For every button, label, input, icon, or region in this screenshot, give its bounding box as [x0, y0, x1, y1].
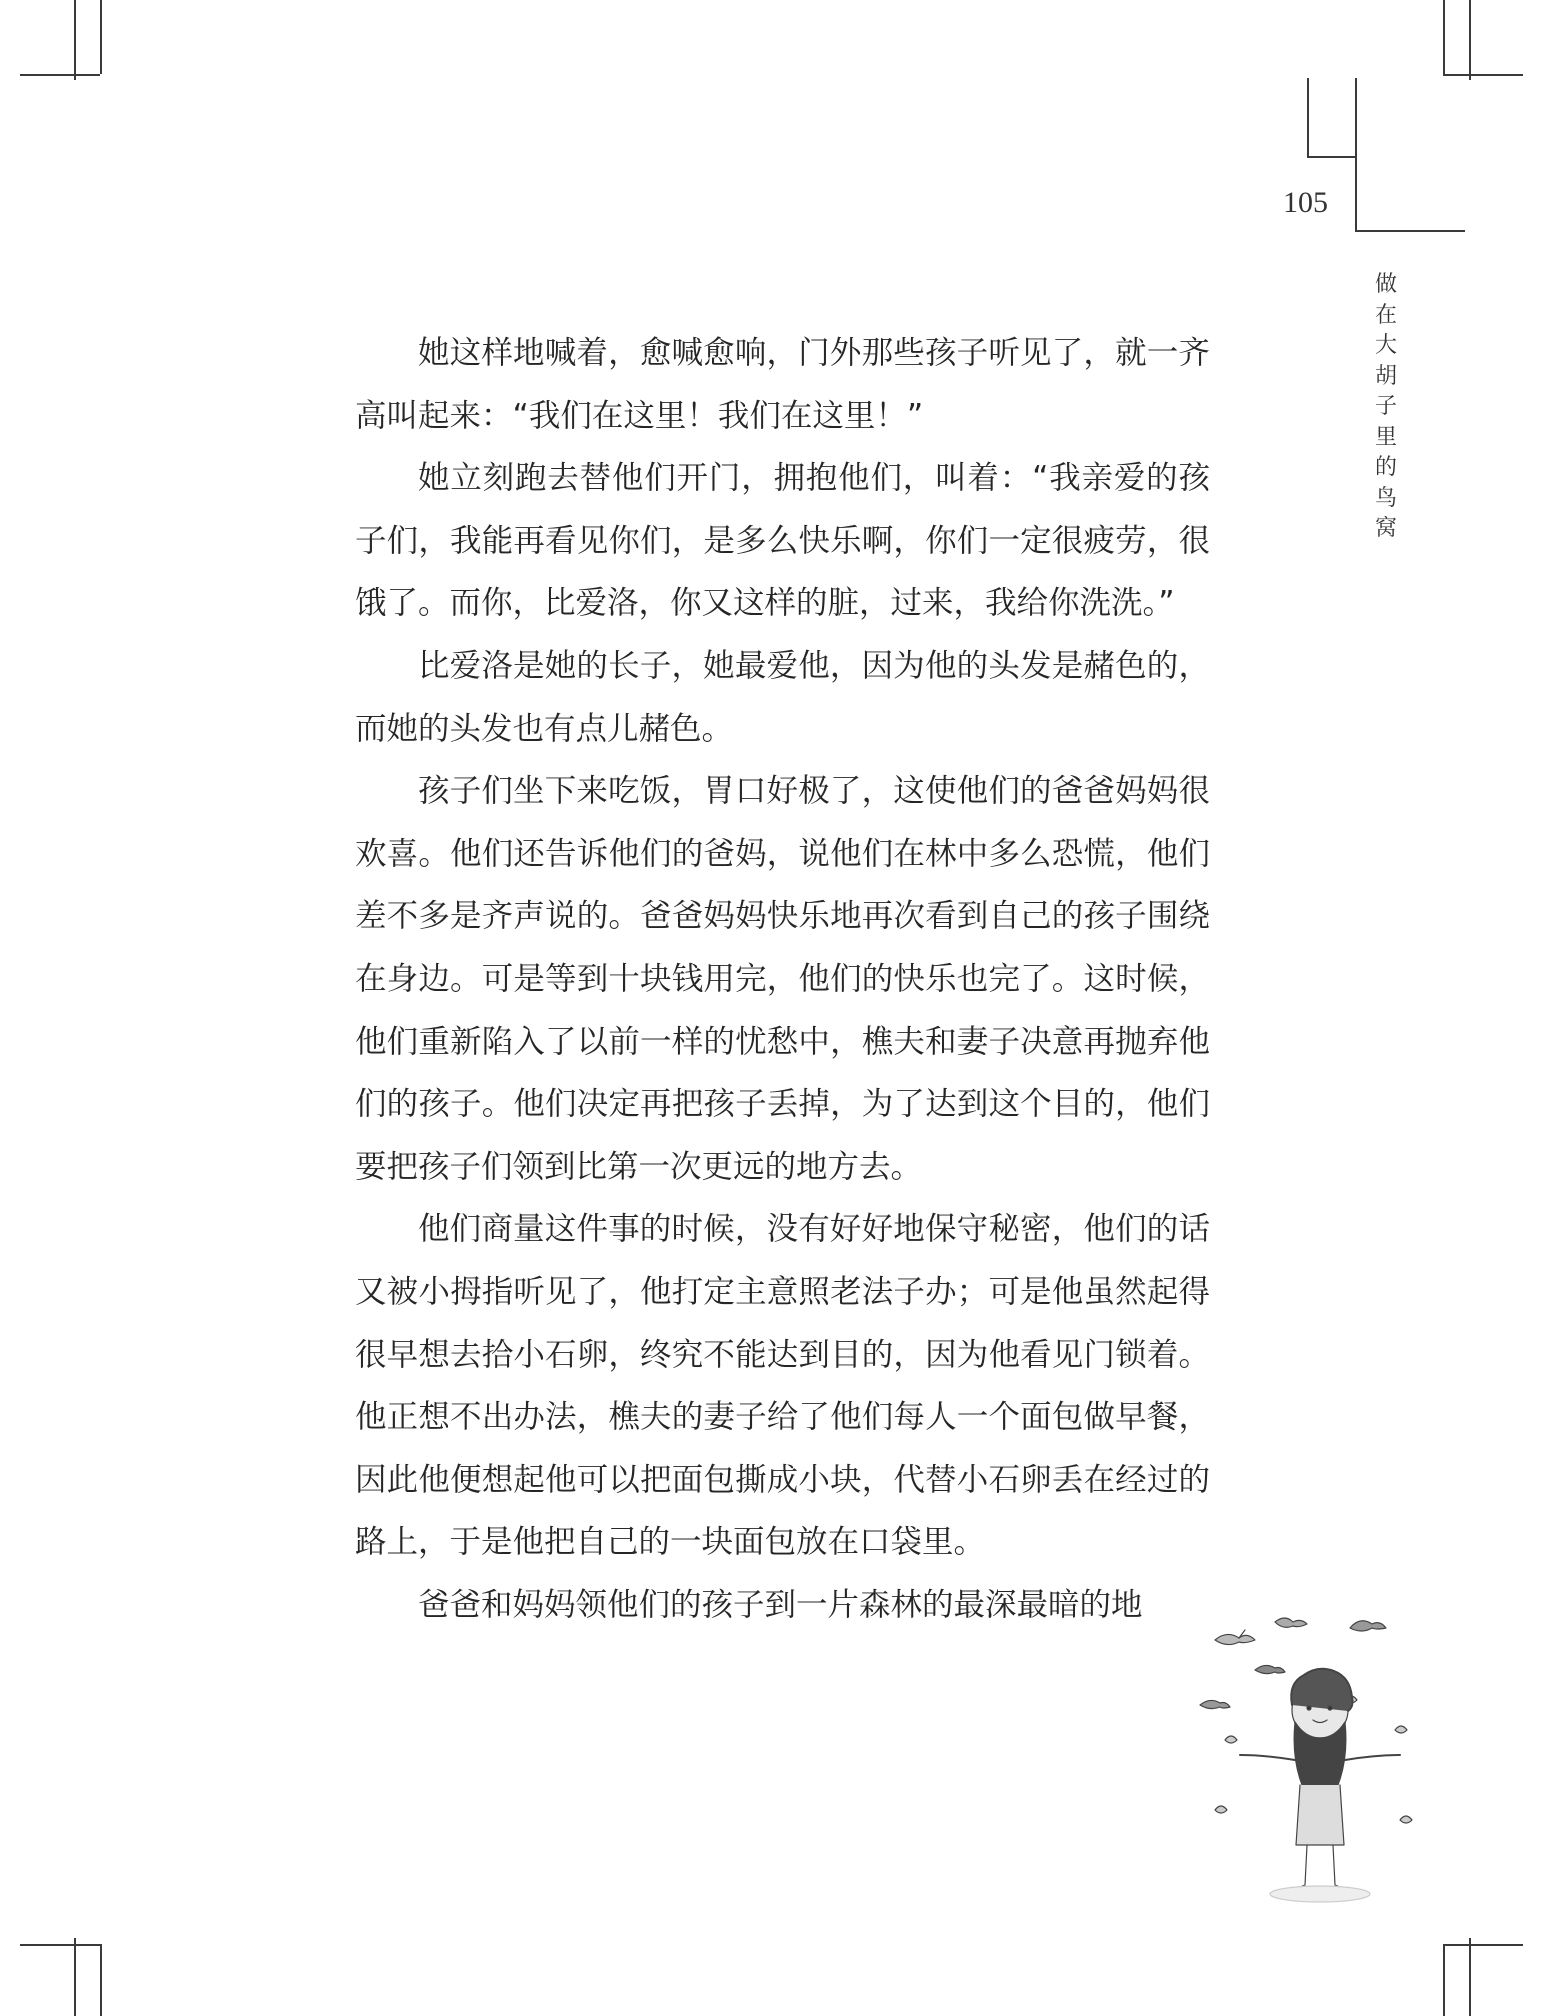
chapter-title-char: 大: [1374, 333, 1397, 358]
body-text: [355, 322, 1210, 1636]
chapter-title-char: 窝: [1374, 516, 1397, 541]
bird-icon: [1275, 1618, 1307, 1627]
page-number: 105: [1283, 186, 1328, 219]
bird-icon: [1350, 1621, 1386, 1631]
crop-mark-bottom-left-v: [74, 1938, 76, 2016]
paragraph: 他们商量这件事的时候，没有好好地保守秘密，他们的话又被小拇指听见了，他打定主意照老法子办；可是他虽然起得很早想去拾小石卵，终究不能达到目的，因为他看见门锁着。他正想不出办法，樵夫的妻子给了他们每人一个面包做早餐，因此他便想起他可以把面包撕成小块，代替小石卵丢在经过的路上，于是他把自己的一块面包放在口袋里。: [355, 1211, 1210, 1561]
crop-mark-bottom-left-v2: [100, 1944, 102, 2016]
bearded-man-with-birds-illustration: [1195, 1610, 1435, 1910]
paragraph: 比爱洛是她的长子，她最爱他，因为他的头发是赭色的，而她的头发也有点儿赭色。: [355, 647, 1210, 747]
crop-mark-top-left-v: [74, 0, 76, 80]
crop-mark-top-left-v2: [100, 0, 102, 74]
crop-mark-bottom-right-h: [1443, 1944, 1523, 1946]
crop-mark-top-right-v: [1443, 0, 1445, 74]
header-rule-v1: [1307, 78, 1309, 158]
paragraph: 她这样地喊着，愈喊愈响，门外那些孩子听见了，就一齐高叫起来：“我们在这里！我们在这里！”: [355, 335, 1210, 434]
paragraph: 孩子们坐下来吃饭，胃口好极了，这使他们的爸爸妈妈很欢喜。他们还告诉他们的爸妈，说他们在林中多么恐慌，他们差不多是齐声说的。爸爸妈妈快乐地再次看到自己的孩子围绕在身边。可是等到十块钱用完，他们的快乐也完了。这时候，他们重新陷入了以前一样的忧愁中，樵夫和妻子决意再抛弃他们的孩子。他们决定再把孩子丢掉，为了达到这个目的，他们要把孩子们领到比第一次更远的地方去。: [355, 773, 1210, 1185]
bird-icon: [1215, 1630, 1255, 1645]
crop-mark-bottom-right-v: [1443, 1944, 1445, 2016]
crop-mark-top-right-v2: [1469, 0, 1471, 80]
header-rule-h1: [1307, 156, 1357, 158]
crop-mark-top-right-h: [1443, 74, 1523, 76]
chapter-title-char: 胡: [1374, 363, 1397, 389]
man-figure: [1240, 1669, 1400, 1902]
bird-icon: [1255, 1665, 1285, 1673]
header-rule-h2: [1355, 230, 1465, 232]
chapter-title-char: 的: [1374, 455, 1397, 480]
chapter-title-char: 里: [1374, 424, 1397, 450]
chapter-title-char: 鸟: [1374, 485, 1397, 511]
crop-mark-top-left-h: [20, 74, 100, 76]
chapter-title-char: 做: [1374, 272, 1397, 297]
paragraph: 爸爸和妈妈领他们的孩子到一片森林的最深最暗的地: [418, 1586, 1143, 1623]
crop-mark-bottom-left-h: [20, 1944, 100, 1946]
chapter-title-char: 子: [1374, 394, 1397, 419]
bird-icon: [1200, 1700, 1230, 1708]
header-rule-v2: [1355, 78, 1357, 232]
crop-mark-bottom-right-v2: [1469, 1938, 1471, 2016]
chapter-title: [1369, 270, 1403, 545]
paragraph: 她立刻跑去替他们开门，拥抱他们，叫着：“我亲爱的孩子们，我能再看见你们，是多么快乐啊，你们一定很疲劳，很饿了。而你，比爱洛，你又这样的脏，过来，我给你洗洗。”: [355, 460, 1210, 622]
chapter-title-char: 在: [1374, 302, 1397, 328]
